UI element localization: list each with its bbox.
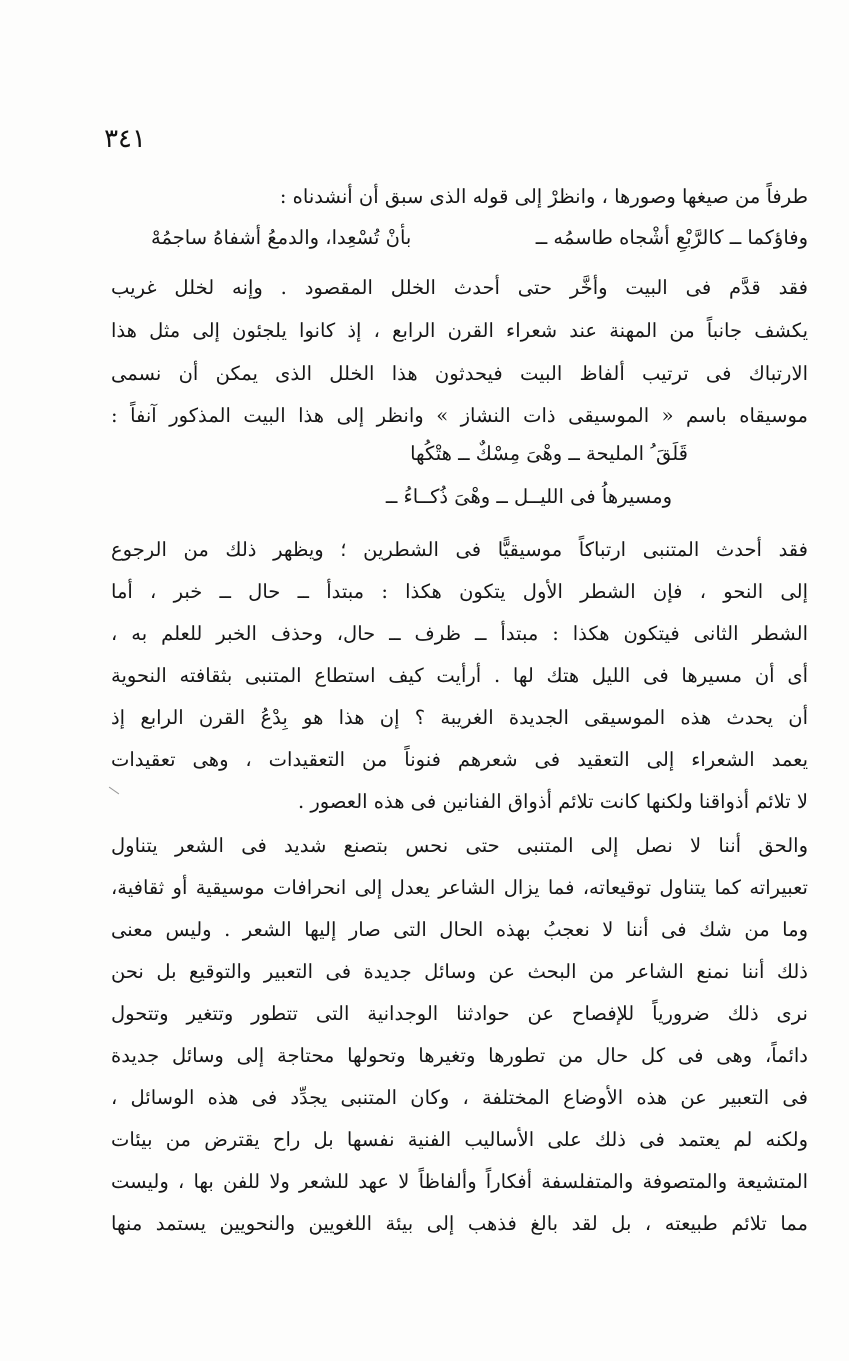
verse-1-first-hemistich: وفاؤكما ــ كالرَّبْعِ أشْجاه طاسمُه ــ (535, 226, 808, 249)
paragraph-3-line: تعبيراته كما يتناول توقيعاته، فما يزال الشاعر يعدل إلى انحرافات موسيقية أو ثقافية، (111, 876, 808, 899)
verse-2-line-2: ومسيرهاُ فى الليــل ــ وهْىَ ذُكــاءُ ــ (385, 485, 672, 508)
paragraph-1-line: موسيقاه باسم « الموسيقى ذات النشاز » وانظر إلى هذا البيت المذكور آنفاً : (111, 404, 808, 427)
verse-2-line-1: قَلَقَ ُ المليحة ــ وهْىَ مِسْكٌ ــ هتْكُها (410, 442, 688, 465)
paragraph-3-line: المتشيعة والمتصوفة والمتفلسفة أفكاراً وألفاظاً لا عهد للشعر ولا للفن بها ، وليست (111, 1170, 808, 1193)
paragraph-2-line: لا تلائم أذواقنا ولكنها كانت تلائم أذواق الفنانين فى هذه العصور . (297, 790, 808, 813)
paragraph-2-line: أن يحدث هذه الموسيقى الجديدة الغريبة ؟ إن هذا هو بِدْعُ القرن الرابع إذ (111, 706, 808, 729)
paragraph-1-line: يكشف جانباً من المهنة عند شعراء القرن الرابع ، إذ كانوا يلجئون إلى مثل هذا (111, 319, 808, 342)
paragraph-3-line: مما تلائم طبيعته ، بل لقد بالغ فذهب إلى بيئة اللغويين والنحويين يستمد منها (111, 1212, 808, 1235)
intro-line: طرفاً من صيغها وصورها ، وانظرْ إلى قوله الذى سبق أن أنشدناه : (279, 185, 808, 208)
paragraph-2-line: فقد أحدث المتنبى ارتباكاً موسيقيًّا فى الشطرين ؛ ويظهر ذلك من الرجوع (111, 538, 808, 561)
verse-1 (111, 220, 808, 256)
paragraph-1-line: فقد قدَّم فى البيت وأخَّر حتى أحدث الخلل المقصود . وإنه لخلل غريب (111, 276, 808, 299)
paragraph-3-line: فى التعبير عن هذه الأوضاع المختلفة ، وكان المتنبى يجدِّد فى هذه الوسائل ، (111, 1086, 808, 1109)
paragraph-3-line: وما من شك فى أننا لا نعجبُ بهذه الحال التى صار إليها الشعر . وليس معنى (111, 918, 808, 941)
paragraph-3-line: نرى ذلك ضرورياً للإفصاح عن حوادثنا الوجدانية التى تتطور وتتغير وتتحول (111, 1002, 808, 1025)
paragraph-2-line: الشطر الثانى فيتكون هكذا : مبتدأ ــ ظرف ــ حال، وحذف الخبر للعلم به ، (111, 622, 808, 645)
paragraph-3-line: ولكنه لم يعتمد فى ذلك على الأساليب الفنية نفسها بل راح يقترض من بيئات (111, 1128, 808, 1151)
paragraph-3-line: ذلك أننا نمنع الشاعر من البحث عن وسائل جديدة فى التعبير والتوقيع بل نحن (111, 960, 808, 983)
page-body (111, 0, 808, 1361)
paragraph-2-line: أى أن مسيرها فى الليل هتك لها . أرأيت كيف استطاع المتنبى بثقافته النحوية (111, 664, 808, 687)
paragraph-3-line: والحق أننا لا نصل إلى المتنبى حتى نحس بتصنع شديد فى الشعر يتناول (111, 834, 808, 857)
page-number: ٣٤١ (104, 124, 146, 154)
paragraph-2-line: إلى النحو ، فإن الشطر الأول يتكون هكذا : مبتدأ ــ حال ــ خبر ، أما (111, 580, 808, 603)
paragraph-3-line: دائماً، وهى فى كل حال من تطورها وتغيرها وتحولها محتاجة إلى وسائل جديدة (111, 1044, 808, 1067)
verse-1-second-hemistich: بأنْ تُسْعِدا، والدمعُ أشفاهُ ساجمُهْ (151, 226, 412, 249)
paragraph-2-line: يعمد الشعراء إلى التعقيد فى شعرهم فنوناً من التعقيدات ، وهى تعقيدات (111, 748, 808, 771)
paragraph-1-line: الارتباك فى ترتيب ألفاظ البيت فيحدثون هذا الخلل الذى يمكن أن نسمى (111, 362, 808, 385)
